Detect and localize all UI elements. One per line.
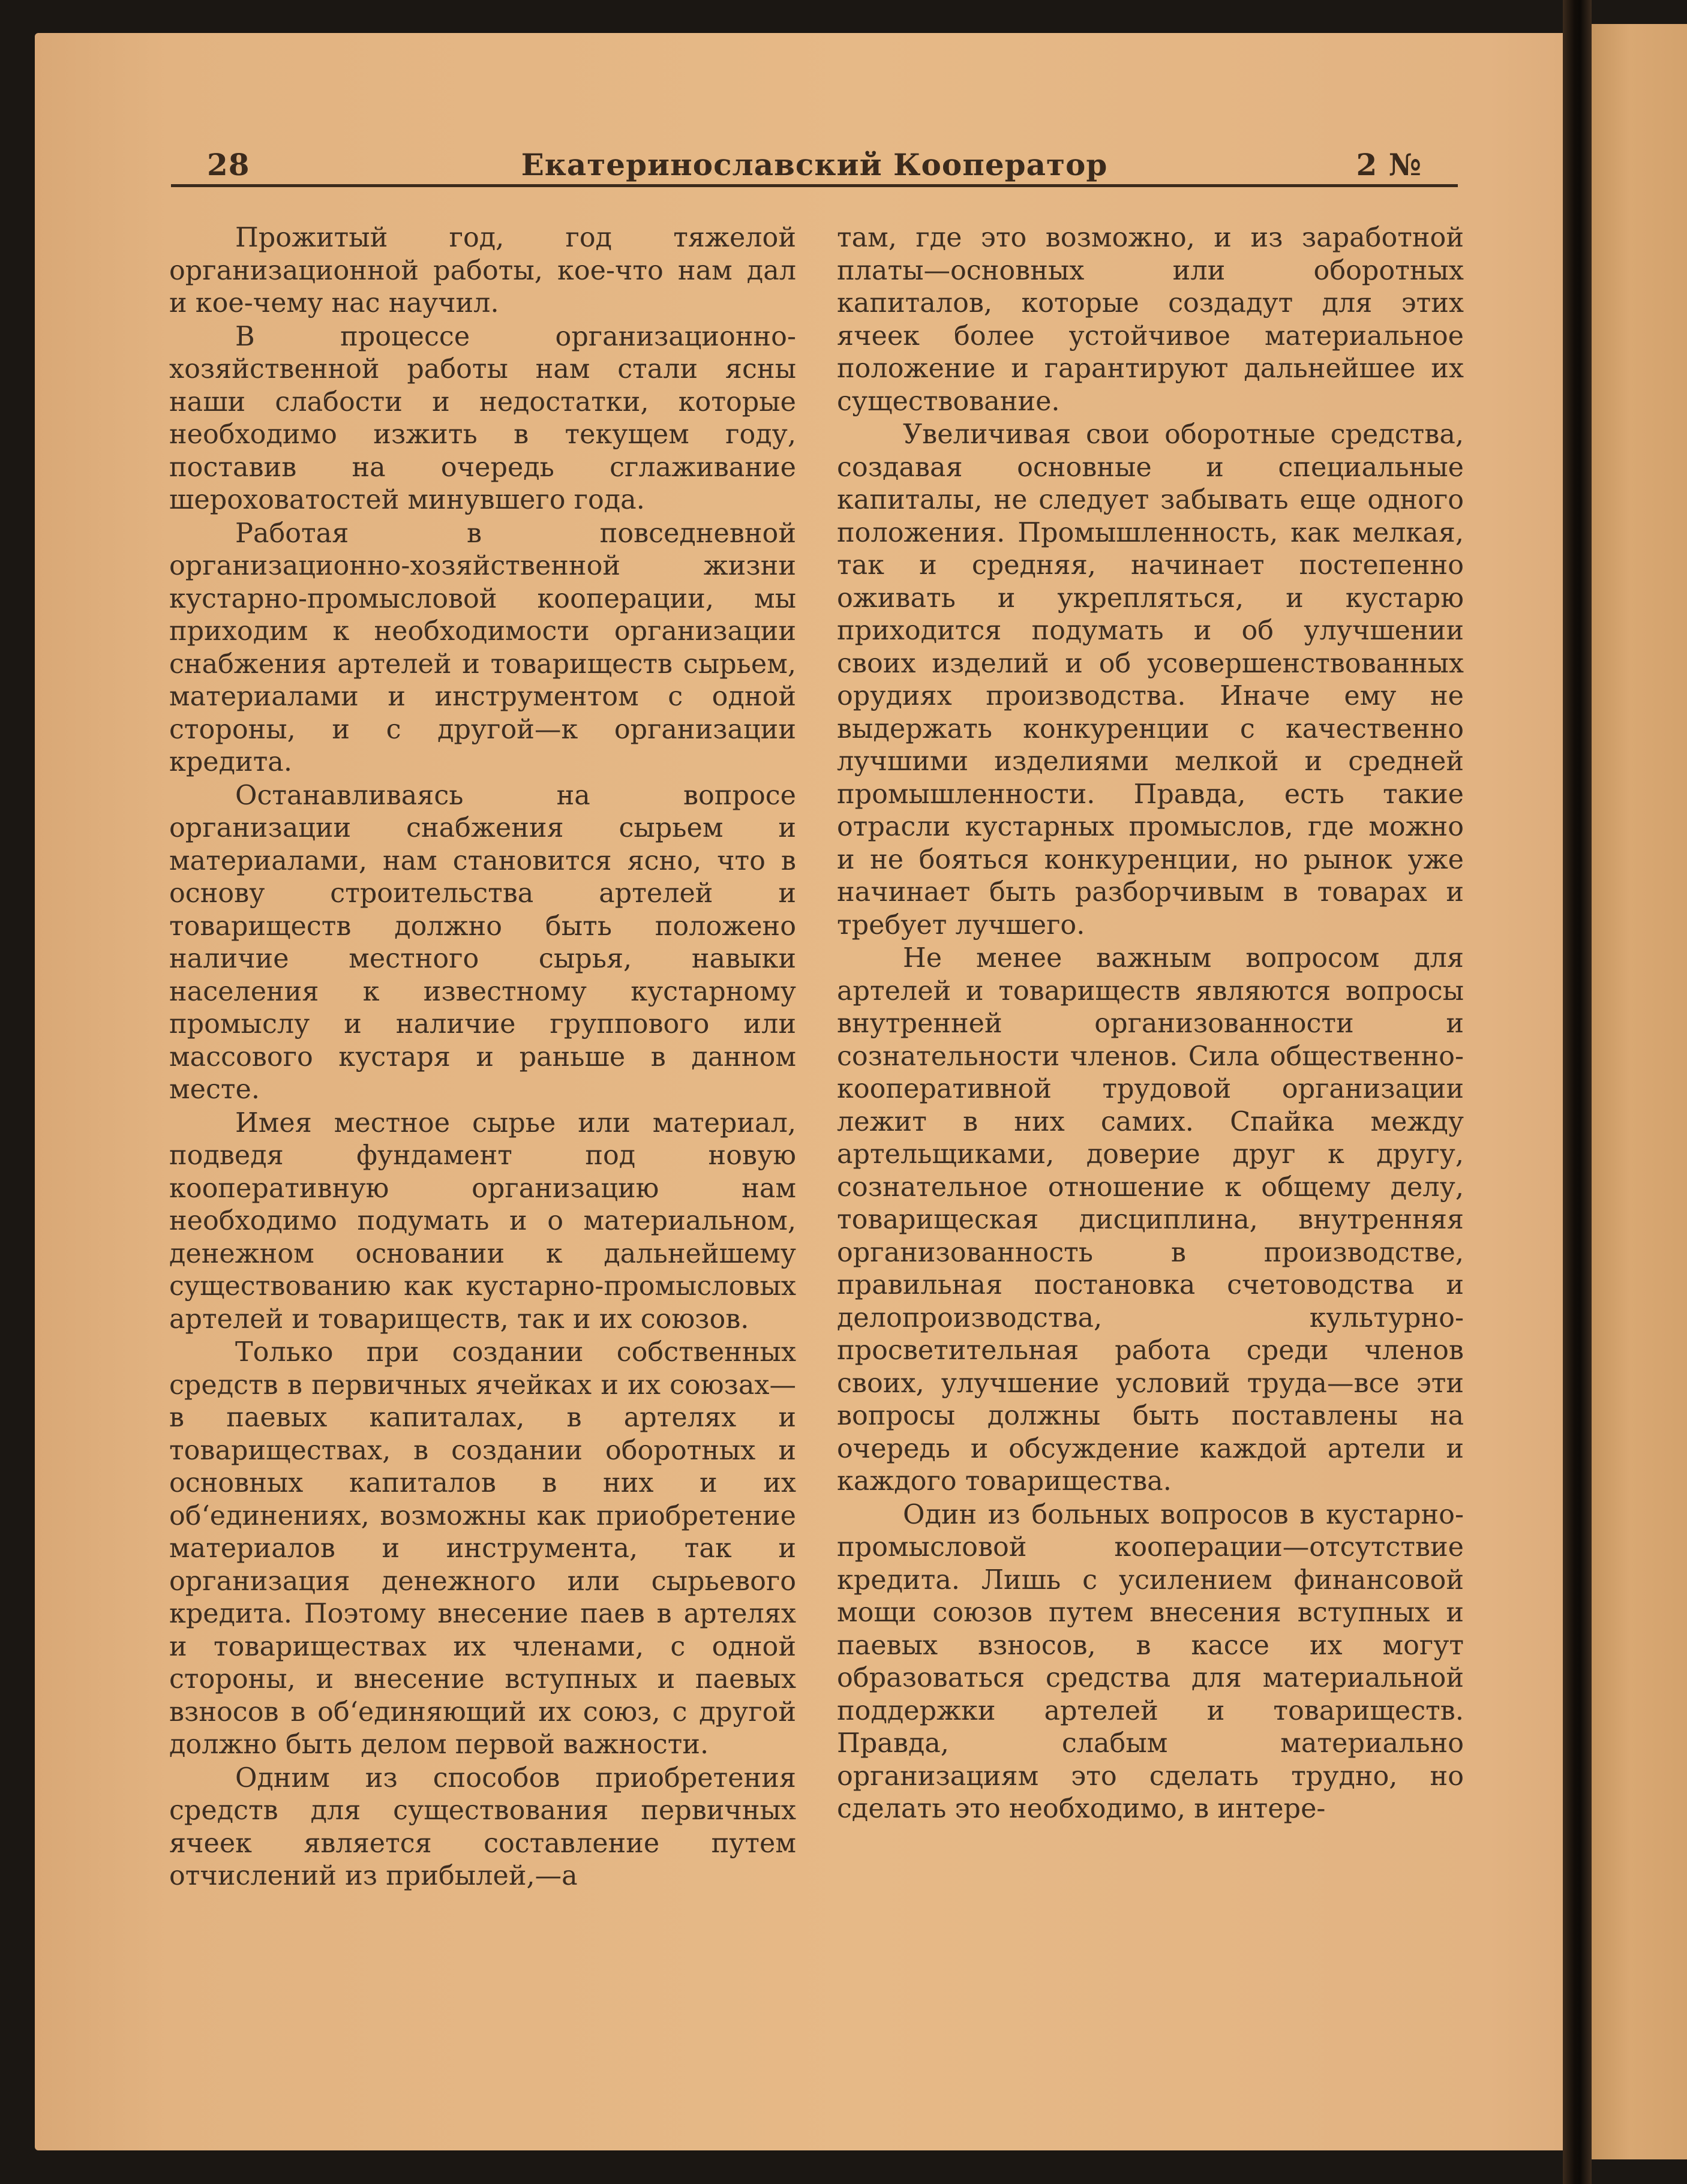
right-column xyxy=(837,222,1464,1826)
paragraph: В процессе организационно-хозяйственной работы нам стали ясны наши слабости и недостатки, которые необходимо изжить в текущем году, поставив на очередь сглаживание шероховатостей минувшего года. xyxy=(169,321,796,515)
paragraph: Только при создании собственных средств в первичных ячейках и их союзах—в паевых капиталах, в артелях и товариществах, в создании оборотных и основных капиталов в них и их об‘единениях, возможны как приобретение материалов и инструмента, так и организация денежного или сырьевого кредита. Поэтому внесение паев в артелях и товариществах их членами, с одной стороны, и внесение вступных и паевых взносов в об‘единяющий их союз, с другой должно быть делом первой важности. xyxy=(169,1337,796,1760)
paragraph: Прожитый год, год тяжелой организационной работы, кое-что нам дал и кое-чему нас научил. xyxy=(169,223,796,319)
journal-title: Екатеринославский Кооператор xyxy=(521,147,1108,182)
paragraph: Работая в повседневной организационно-хозяйственной жизни кустарно-промысловой кооперации, мы приходим к необходимости организации снабжения артелей и товариществ сырьем, материалами и инструментом с одной стороны, и с другой—к организации кредита. xyxy=(169,518,796,777)
header-rule xyxy=(171,184,1458,187)
paragraph: Имея местное сырье или материал, подведя фундамент под новую кооперативную организацию нам необходимо подумать и о материальном, денежном основании к дальнейшему существованию как кустарно-промысловых артелей и товариществ, так и их союзов. xyxy=(169,1107,796,1335)
page-number: 28 xyxy=(207,147,250,182)
left-column xyxy=(169,222,796,1894)
paragraph: Один из больных вопросов в кустарно-промысловой кооперации—отсутствие кредита. Лишь с усилением финансовой мощи союзов путем внесения вступных и паевых взносов, в кассе их могут образоваться средства для материальной поддержки артелей и товариществ. Правда, слабым материально организациям это сделать трудно, но сделать это необходимо, в интере- xyxy=(837,1499,1464,1824)
issue-number: 2 № xyxy=(1356,147,1422,182)
paragraph: Не менее важным вопросом для артелей и товариществ являются вопросы внутренней организованности и сознательности членов. Сила общественно-кооперативной трудовой организации лежит в них самих. Спайка между артельщиками, доверие друг к другу, сознательное отношение к общему делу, товарищеская дисциплина, внутренняя организованность в производстве, правильная постановка счетоводства и делопроизводства, культурно-просветительная работа среди членов своих, улучшение условий труда—все эти вопросы должны быть поставлены на очередь и обсуждение каждой артели и каждого товарищества. xyxy=(837,943,1464,1497)
paragraph: Останавливаясь на вопросе организации снабжения сырьем и материалами, нам становится ясно, что в основу строительства артелей и товариществ должно быть положено наличие местного сырья, навыки населения к известному кустарному промыслу и наличие группового или массового кустаря и раньше в данном месте. xyxy=(169,780,796,1105)
adjacent-page-edge xyxy=(1592,24,1687,2159)
binding-gutter xyxy=(1563,0,1592,2184)
paragraph-continuation: там, где это возможно, и из заработной платы—основных или оборотных капиталов, которые создадут для этих ячеек более устойчивое материальное положение и гарантируют дальнейшее их существование. xyxy=(837,223,1464,417)
paragraph: Одним из способов приобретения средств для существования первичных ячеек является составление путем отчислений из прибылей,—а xyxy=(169,1762,796,1891)
paragraph: Увеличивая свои оборотные средства, создавая основные и специальные капиталы, не следует забывать еще одного положения. Промышленность, как мелкая, так и средняя, начинает постепенно оживать и укрепляться, и кустарю приходится подумать и об улучшении своих изделий и об усовершенствованных орудиях производства. Иначе ему не выдержать конкуренции с качественно лучшими изделиями мелкой и средней промышленности. Правда, есть такие отрасли кустарных промыслов, где можно и не бояться конкуренции, но рынок уже начинает быть разборчивым в товарах и требует лучшего. xyxy=(837,419,1464,941)
running-header xyxy=(171,147,1458,183)
